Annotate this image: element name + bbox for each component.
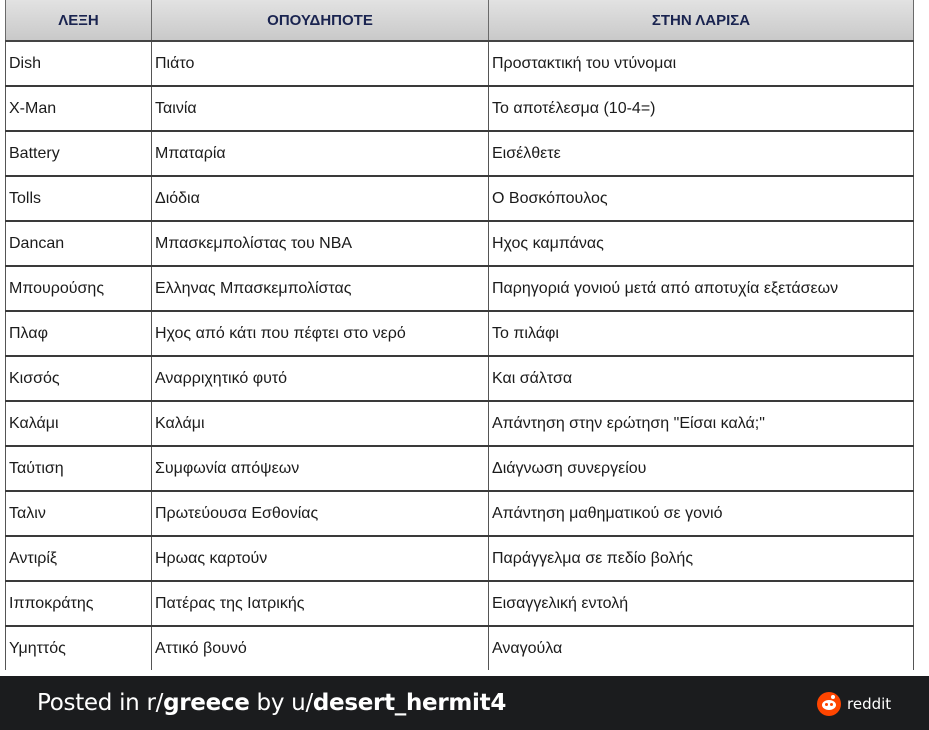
by-label: by u/	[249, 690, 313, 716]
row-anywhere-meaning-cell: Ηρωας καρτούν	[152, 536, 489, 581]
row-anywhere-meaning-cell: Αττικό βουνό	[152, 626, 489, 670]
row-larisa-meaning-cell: Εισέλθετε	[489, 131, 914, 176]
row-word-cell: X-Man	[6, 86, 152, 131]
column-header-word: ΛΕΞΗ	[6, 0, 152, 41]
row-word-cell: Battery	[6, 131, 152, 176]
table-row	[6, 536, 914, 581]
table-row	[6, 356, 914, 401]
row-larisa-meaning-cell: Προστακτική του ντύνομαι	[489, 41, 914, 86]
row-word-cell: Καλάμι	[6, 401, 152, 446]
row-word-cell: Κισσός	[6, 356, 152, 401]
table-row	[6, 41, 914, 86]
table-row	[6, 176, 914, 221]
row-larisa-meaning-cell: Απάντηση μαθηματικού σε γονιό	[489, 491, 914, 536]
table-row	[6, 131, 914, 176]
row-anywhere-meaning-cell: Ηχος από κάτι που πέφτει στο νερό	[152, 311, 489, 356]
row-larisa-meaning-cell: Και σάλτσα	[489, 356, 914, 401]
row-word-cell: Tolls	[6, 176, 152, 221]
header-row	[6, 0, 914, 41]
row-larisa-meaning-cell: Το πιλάφι	[489, 311, 914, 356]
row-anywhere-meaning-cell: Ελληνας Μπασκεμπολίστας	[152, 266, 489, 311]
row-word-cell: Dancan	[6, 221, 152, 266]
table-row	[6, 311, 914, 356]
row-larisa-meaning-cell: Εισαγγελική εντολή	[489, 581, 914, 626]
row-anywhere-meaning-cell: Καλάμι	[152, 401, 489, 446]
row-larisa-meaning-cell: Αναγούλα	[489, 626, 914, 670]
reddit-alien-icon	[817, 692, 841, 716]
reddit-logo[interactable]	[817, 692, 891, 716]
table-row	[6, 626, 914, 670]
row-word-cell: Υμηττός	[6, 626, 152, 670]
row-larisa-meaning-cell: Το αποτέλεσμα (10-4=)	[489, 86, 914, 131]
row-anywhere-meaning-cell: Ταινία	[152, 86, 489, 131]
row-larisa-meaning-cell: Ηχος καμπάνας	[489, 221, 914, 266]
row-word-cell: Αντιρίξ	[6, 536, 152, 581]
row-word-cell: Ταύτιση	[6, 446, 152, 491]
row-anywhere-meaning-cell: Πατέρας της Ιατρικής	[152, 581, 489, 626]
row-anywhere-meaning-cell: Συμφωνία απόψεων	[152, 446, 489, 491]
row-anywhere-meaning-cell: Μπασκεμπολίστας του NBA	[152, 221, 489, 266]
table-row	[6, 446, 914, 491]
table-row	[6, 491, 914, 536]
table-row	[6, 401, 914, 446]
row-word-cell: Dish	[6, 41, 152, 86]
row-anywhere-meaning-cell: Πιάτο	[152, 41, 489, 86]
row-anywhere-meaning-cell: Πρωτεύουσα Εσθονίας	[152, 491, 489, 536]
posted-in-label: Posted in r/	[37, 690, 164, 716]
column-header-anywhere: ΟΠΟΥΔΗΠΟΤΕ	[152, 0, 489, 41]
table-row	[6, 581, 914, 626]
row-word-cell: Πλαφ	[6, 311, 152, 356]
row-larisa-meaning-cell: Παρηγοριά γονιού μετά από αποτυχία εξετάσεων	[489, 266, 914, 311]
row-larisa-meaning-cell: Παράγγελμα σε πεδίο βολής	[489, 536, 914, 581]
row-word-cell: Ιπποκράτης	[6, 581, 152, 626]
word-table	[5, 0, 914, 670]
username-link[interactable]: desert_hermit4	[312, 690, 507, 716]
table-row	[6, 86, 914, 131]
row-anywhere-meaning-cell: Αναρριχητικό φυτό	[152, 356, 489, 401]
row-word-cell: Ταλιν	[6, 491, 152, 536]
subreddit-link[interactable]: greece	[163, 690, 250, 716]
table-row	[6, 266, 914, 311]
row-anywhere-meaning-cell: Μπαταρία	[152, 131, 489, 176]
post-attribution	[37, 689, 506, 717]
reddit-wordmark: reddit	[847, 695, 892, 713]
row-anywhere-meaning-cell: Διόδια	[152, 176, 489, 221]
table-row	[6, 221, 914, 266]
row-larisa-meaning-cell: Ο Βοσκόπουλος	[489, 176, 914, 221]
reddit-footer-bar	[0, 676, 929, 730]
row-larisa-meaning-cell: Απάντηση στην ερώτηση "Είσαι καλά;"	[489, 401, 914, 446]
row-larisa-meaning-cell: Διάγνωση συνεργείου	[489, 446, 914, 491]
column-header-larisa: ΣΤΗΝ ΛΑΡΙΣΑ	[489, 0, 914, 41]
row-word-cell: Μπουρούσης	[6, 266, 152, 311]
